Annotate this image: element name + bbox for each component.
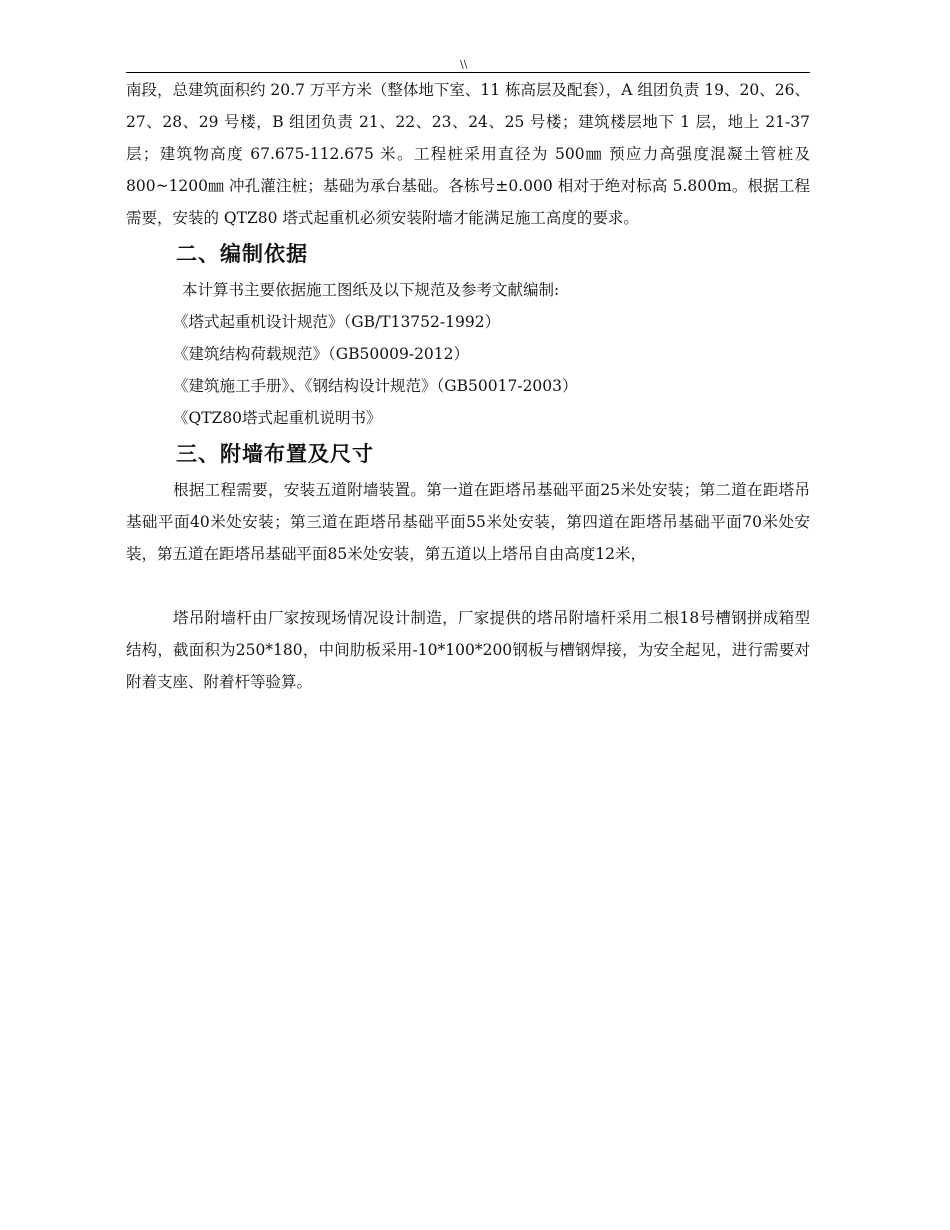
section-2-title: 二、编制依据 [176, 242, 308, 266]
header-mark: \\ [460, 58, 468, 71]
paragraph-spacer [126, 570, 810, 602]
wall-rod-description-paragraph: 塔吊附墙杆由厂家按现场情况设计制造，厂家提供的塔吊附墙杆采用二根18号槽钢拼成箱型结构，截面积为250*180，中间肋板采用-10*100*200钢板与槽钢焊接，为安全起见，进行需要对附着支座、附着杆等验算。 [126, 609, 810, 691]
section-3-title: 三、附墙布置及尺寸 [176, 442, 374, 466]
reference-item-3: 《建筑施工手册》、《钢结构设计规范》（GB50017-2003） [173, 377, 578, 395]
references-intro: 本计算书主要依据施工图纸及以下规范及参考文献编制: [182, 281, 560, 299]
wall-attachment-layout-paragraph: 根据工程需要，安装五道附墙装置。第一道在距塔吊基础平面25米处安装；第二道在距塔吊基础平面40米处安装；第三道在距塔吊基础平面55米处安装，第四道在距塔吊基础平面70米处安装，第五道在距塔吊基础平面85米处安装，第五道以上塔吊自由高度12米， [126, 481, 810, 563]
intro-paragraph: 南段，总建筑面积约 20.7 万平方米（整体地下室、11 栋高层及配套），A 组团负责 19、20、26、27、28、29 号楼，B 组团负责 21、22、23、24、25 号楼；建筑楼层地下 1 层，地上 21-37 层；建筑物高度 67.675-112.675 米。工程桩采用直径为 500㎜ 预应力高强度混凝土管桩及 800~1200㎜ 冲孔灌注桩；基础为承台基础。各栋号±0.000 相对于绝对标高 5.800m。根据工程需要，安装的 QTZ80 塔式起重机必须安装附墙才能满足施工高度的要求。 [126, 81, 810, 227]
reference-item-4: 《QTZ80塔式起重机说明书》 [173, 409, 382, 427]
reference-item-2: 《建筑结构荷载规范》（GB50009-2012） [173, 345, 470, 363]
document-body [126, 74, 810, 698]
reference-item-1: 《塔式起重机设计规范》（GB/T13752-1992） [173, 313, 501, 331]
header-rule [126, 72, 810, 73]
